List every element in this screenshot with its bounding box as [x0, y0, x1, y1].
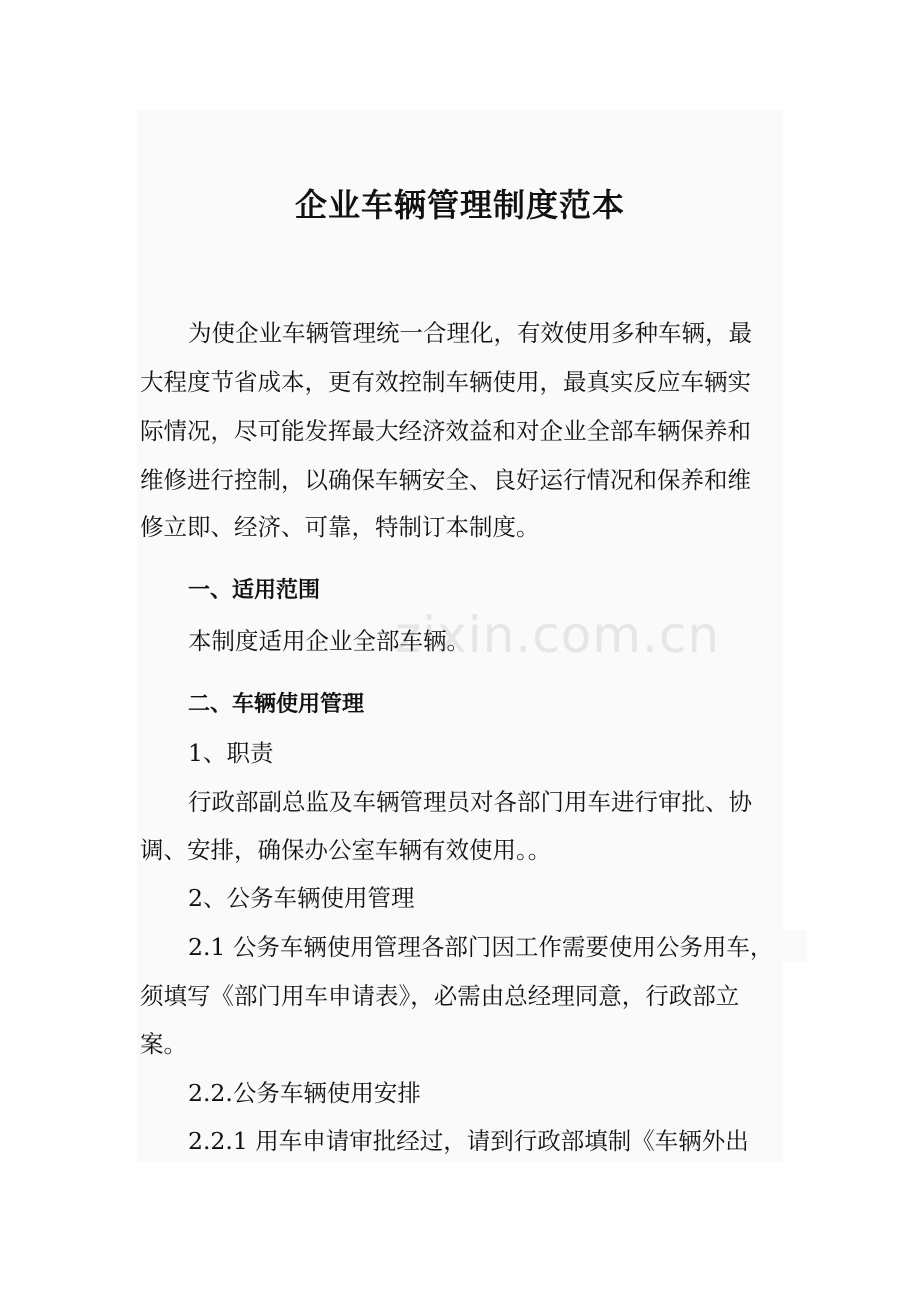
section-2-heading: 二、车辆使用管理 — [188, 692, 365, 717]
section-1-text: 本制度适用企业全部车辆。 — [188, 627, 470, 655]
item-2-1-line-3: 案。 — [140, 1030, 187, 1058]
section-1-heading: 一、适用范围 — [188, 578, 321, 603]
subsection-2-title: 2、公务车辆使用管理 — [188, 884, 415, 912]
intro-line-1: 为使企业车辆管理统一合理化，有效使用多种车辆，最 — [188, 319, 752, 347]
subsection-1-line-2: 调、安排，确保办公室车辆有效使用。。 — [140, 836, 552, 864]
intro-line-5: 修立即、经济、可靠，特制订本制度。 — [140, 513, 540, 541]
margin-patch — [783, 930, 807, 962]
item-2-1-line-1: 2.1 公务车辆使用管理各部门因工作需要使用公务用车， — [188, 933, 774, 961]
item-2-2-1-line: 2.2.1 用车申请审批经过，请到行政部填制《车辆外出 — [188, 1127, 749, 1155]
document-title: 企业车辆管理制度范本 — [294, 186, 625, 224]
subsection-1-line-1: 行政部副总监及车辆管理员对各部门用车进行审批、协 — [188, 788, 752, 816]
item-2-2-title: 2.2.公务车辆使用安排 — [188, 1079, 421, 1107]
watermark: zixin.com.cn — [395, 606, 721, 664]
subsection-1-title: 1、职责 — [188, 739, 274, 767]
intro-line-3: 际情况，尽可能发挥最大经济效益和对企业全部车辆保养和 — [140, 417, 751, 445]
item-2-1-line-2: 须填写《部门用车申请表》，必需由总经理同意，行政部立 — [140, 982, 740, 1010]
intro-line-4: 维修进行控制，以确保车辆安全、良好运行情况和保养和维 — [140, 466, 751, 494]
intro-line-2: 大程度节省成本，更有效控制车辆使用，最真实反应车辆实 — [140, 368, 751, 396]
